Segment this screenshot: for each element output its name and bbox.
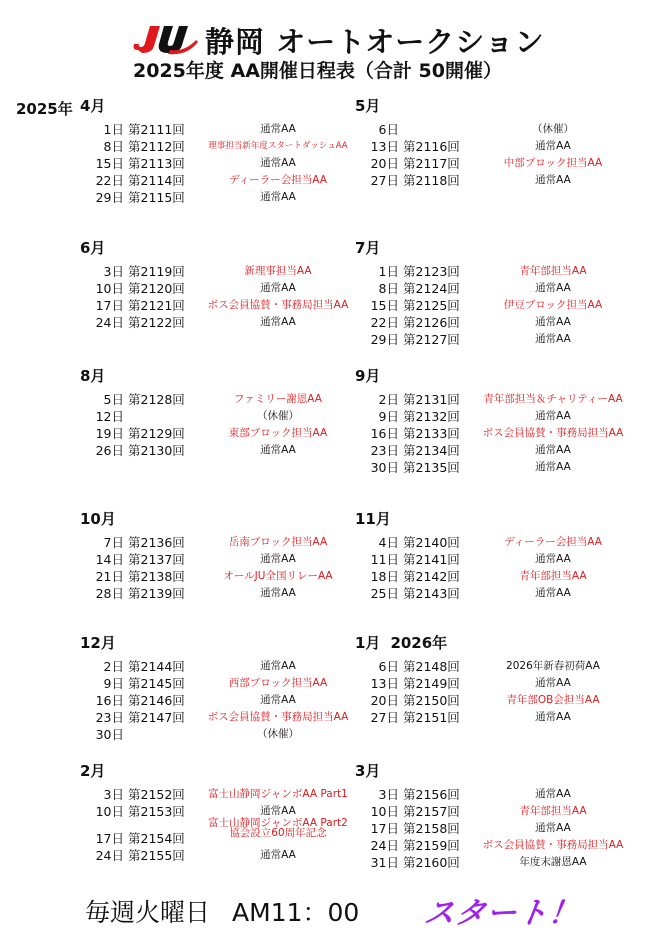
event-note: 通常AA <box>535 410 571 422</box>
schedule-row <box>80 263 380 280</box>
session-number: 第2128回 <box>128 392 185 407</box>
session-number: 第2134回 <box>403 443 460 458</box>
session-number: 第2119回 <box>128 264 185 279</box>
event-note: 岳南ブロック担当AA <box>228 536 328 548</box>
date: 29日 <box>95 190 124 205</box>
event-note: 通常AA <box>260 660 296 672</box>
schedule-row <box>80 172 380 189</box>
schedule-row <box>80 675 380 692</box>
date: 28日 <box>95 586 124 601</box>
schedule-title: 2025年度 AA開催日程表（合計 50開催） <box>133 60 502 82</box>
schedule-row <box>355 786 651 803</box>
date: 15日 <box>95 156 124 171</box>
schedule-row <box>355 675 651 692</box>
schedule-row <box>80 551 380 568</box>
date: 27日 <box>370 710 399 725</box>
session-number: 第2115回 <box>128 190 185 205</box>
schedule-row <box>355 314 651 331</box>
month-title <box>355 760 651 782</box>
company-name: 静岡 オートオークション <box>205 25 545 59</box>
month-block <box>80 237 380 331</box>
session-number: 第2137回 <box>128 552 185 567</box>
month-title <box>80 95 380 117</box>
session-number: 第2135回 <box>403 460 460 475</box>
session-number: 第2138回 <box>128 569 185 584</box>
session-number: 第2123回 <box>403 264 460 279</box>
event-note: ファミリー謝恩AA <box>234 393 322 405</box>
event-note: 年度末謝恩AA <box>519 856 587 868</box>
event-note: ボス会員協賛・事務局担当AA <box>207 299 349 311</box>
event-note: ボス会員協賛・事務局担当AA <box>482 427 624 439</box>
session-number: 第2139回 <box>128 586 185 601</box>
schedule-row <box>80 314 380 331</box>
session-number: 第2143回 <box>403 586 460 601</box>
date: 17日 <box>95 831 124 846</box>
header <box>0 10 651 80</box>
session-number: 第2156回 <box>403 787 460 802</box>
event-note: 通常AA <box>535 587 571 599</box>
schedule-row <box>355 551 651 568</box>
session-number: 第2145回 <box>128 676 185 691</box>
schedule-row <box>80 709 380 726</box>
month-title <box>355 95 651 117</box>
event-note-line2: 協会設立60周年記念 <box>229 827 327 839</box>
event-note: （休催） <box>532 123 574 135</box>
session-number: 第2140回 <box>403 535 460 550</box>
month-block <box>80 632 380 743</box>
schedule-row <box>355 692 651 709</box>
month-label: 3月 <box>355 762 381 780</box>
event-note: 伊豆ブロック担当AA <box>503 299 603 311</box>
schedule-row <box>80 847 380 864</box>
event-note: 通常AA <box>260 805 296 817</box>
month-block <box>355 95 651 189</box>
schedule-row <box>355 534 651 551</box>
schedule-row <box>355 331 651 348</box>
session-number: 第2111回 <box>128 122 185 137</box>
month-title <box>80 365 380 387</box>
date: 8日 <box>378 281 399 296</box>
schedule-row <box>355 121 651 138</box>
event-note: 東部ブロック担当AA <box>228 427 328 439</box>
date: 31日 <box>370 855 399 870</box>
schedule-row <box>80 280 380 297</box>
session-number: 第2127回 <box>403 332 460 347</box>
schedule-row <box>355 263 651 280</box>
schedule-row <box>80 121 380 138</box>
event-note: 通常AA <box>260 191 296 203</box>
schedule-row <box>80 692 380 709</box>
session-number: 第2129回 <box>128 426 185 441</box>
date: 15日 <box>370 298 399 313</box>
date: 3日 <box>378 787 399 802</box>
date: 16日 <box>370 426 399 441</box>
footer-schedule <box>85 893 359 929</box>
event-note: 通常AA <box>535 711 571 723</box>
session-number: 第2148回 <box>403 659 460 674</box>
schedule-row <box>355 585 651 602</box>
date: 8日 <box>103 139 124 154</box>
event-note: 通常AA <box>260 157 296 169</box>
session-number: 第2154回 <box>128 831 185 846</box>
date: 2日 <box>378 392 399 407</box>
month-block <box>355 508 651 602</box>
schedule-row <box>80 155 380 172</box>
date: 22日 <box>370 315 399 330</box>
year-label: 2025年 <box>16 100 73 118</box>
date: 17日 <box>370 821 399 836</box>
month-block <box>355 760 651 871</box>
event-note: 青年部担当AA <box>519 805 587 817</box>
month-label: 1月 <box>355 634 381 652</box>
event-note: 通常AA <box>535 461 571 473</box>
event-note: 通常AA <box>260 587 296 599</box>
event-note: ボス会員協賛・事務局担当AA <box>207 711 349 723</box>
session-number: 第2124回 <box>403 281 460 296</box>
event-note: 青年部担当AA <box>519 265 587 277</box>
month-block <box>80 760 380 864</box>
month-label: 12月 <box>80 634 116 652</box>
session-number: 第2142回 <box>403 569 460 584</box>
date: 20日 <box>370 156 399 171</box>
month-label: 9月 <box>355 367 381 385</box>
event-note: 通常AA <box>535 174 571 186</box>
month-block <box>80 508 380 602</box>
session-number: 第2117回 <box>403 156 460 171</box>
date: 2日 <box>103 659 124 674</box>
schedule-row <box>80 658 380 675</box>
schedule-row <box>80 568 380 585</box>
schedule-row <box>355 803 651 820</box>
session-number: 第2116回 <box>403 139 460 154</box>
month-title <box>80 237 380 259</box>
schedule-row <box>80 817 380 847</box>
event-note: 通常AA <box>260 444 296 456</box>
session-number: 第2159回 <box>403 838 460 853</box>
start-time: AM11：00 <box>232 898 360 927</box>
schedule-row <box>355 658 651 675</box>
date: 13日 <box>370 139 399 154</box>
schedule-row <box>80 408 380 425</box>
date: 6日 <box>378 122 399 137</box>
date: 14日 <box>95 552 124 567</box>
schedule-row <box>355 155 651 172</box>
schedule-row <box>355 709 651 726</box>
date: 30日 <box>95 727 124 742</box>
start-label: スタート！ <box>422 896 582 931</box>
event-note: 2026年新春初荷AA <box>506 660 600 672</box>
session-number: 第2157回 <box>403 804 460 819</box>
month-label: 4月 <box>80 97 106 115</box>
schedule-row <box>355 391 651 408</box>
event-note: 青年部担当＆チャリティーAA <box>483 393 623 405</box>
month-label: 6月 <box>80 239 106 257</box>
event-note: 通常AA <box>535 822 571 834</box>
schedule-row <box>355 820 651 837</box>
date: 1日 <box>378 264 399 279</box>
session-number: 第2118回 <box>403 173 460 188</box>
session-number: 第2133回 <box>403 426 460 441</box>
date: 10日 <box>95 281 124 296</box>
month-title <box>355 508 651 530</box>
schedule-row <box>80 786 380 803</box>
schedule-row <box>80 189 380 206</box>
event-note: 通常AA <box>535 140 571 152</box>
session-number: 第2155回 <box>128 848 185 863</box>
schedule-row <box>355 568 651 585</box>
ju-logo <box>130 22 200 56</box>
event-note: 通常AA <box>535 677 571 689</box>
date: 9日 <box>378 409 399 424</box>
event-note: 通常AA <box>535 444 571 456</box>
month-title <box>80 632 380 654</box>
date: 24日 <box>95 848 124 863</box>
date: 23日 <box>95 710 124 725</box>
event-note: （休催） <box>257 728 299 740</box>
month-title <box>355 237 651 259</box>
event-note: 通常AA <box>260 123 296 135</box>
month-title <box>355 365 651 387</box>
year-label-2026: 2026年 <box>390 634 448 652</box>
event-note: 理事担当新年度スタートダッシュAA <box>208 141 348 151</box>
session-number: 第2150回 <box>403 693 460 708</box>
schedule-row <box>355 425 651 442</box>
schedule-row <box>355 138 651 155</box>
date: 3日 <box>103 264 124 279</box>
session-number: 第2153回 <box>128 804 185 819</box>
schedule-row <box>80 391 380 408</box>
date: 18日 <box>370 569 399 584</box>
session-number: 第2146回 <box>128 693 185 708</box>
schedule-row <box>355 837 651 854</box>
event-note: オールJU全国リレーAA <box>223 570 333 582</box>
date: 7日 <box>103 535 124 550</box>
date: 11日 <box>370 552 399 567</box>
event-note: 通常AA <box>535 282 571 294</box>
session-number: 第2120回 <box>128 281 185 296</box>
schedule-row <box>355 172 651 189</box>
month-label: 7月 <box>355 239 381 257</box>
date: 29日 <box>370 332 399 347</box>
date: 20日 <box>370 693 399 708</box>
event-note: 通常AA <box>260 553 296 565</box>
session-number: 第2141回 <box>403 552 460 567</box>
month-label: 11月 <box>355 510 391 528</box>
date: 10日 <box>370 804 399 819</box>
month-block <box>355 365 651 476</box>
event-note: 中部ブロック担当AA <box>503 157 603 169</box>
schedule-row <box>355 459 651 476</box>
event-note: 西部ブロック担当AA <box>228 677 328 689</box>
schedule-row <box>80 138 380 155</box>
event-note: 通常AA <box>260 694 296 706</box>
schedule-row <box>355 280 651 297</box>
session-number: 第2147回 <box>128 710 185 725</box>
session-number: 第2126回 <box>403 315 460 330</box>
session-number: 第2131回 <box>403 392 460 407</box>
event-note: 富士山静岡ジャンボAA Part1 <box>208 788 348 800</box>
month-block <box>80 365 380 459</box>
session-number: 第2130回 <box>128 443 185 458</box>
date: 19日 <box>95 426 124 441</box>
session-number: 第2121回 <box>128 298 185 313</box>
month-title <box>355 632 651 654</box>
date: 6日 <box>378 659 399 674</box>
session-number: 第2158回 <box>403 821 460 836</box>
event-note: 通常AA <box>535 553 571 565</box>
month-title <box>80 508 380 530</box>
schedule-row <box>355 442 651 459</box>
month-label: 10月 <box>80 510 116 528</box>
date: 24日 <box>370 838 399 853</box>
session-number: 第2149回 <box>403 676 460 691</box>
month-block <box>355 237 651 348</box>
month-label: 5月 <box>355 97 381 115</box>
schedule-row <box>80 726 380 743</box>
session-number: 第2112回 <box>128 139 185 154</box>
event-note: ディーラー会担当AA <box>229 174 327 186</box>
date: 25日 <box>370 586 399 601</box>
event-note: ボス会員協賛・事務局担当AA <box>482 839 624 851</box>
event-note: 青年部担当AA <box>519 570 587 582</box>
event-note: 青年部OB会担当AA <box>506 694 600 706</box>
date: 27日 <box>370 173 399 188</box>
session-number: 第2144回 <box>128 659 185 674</box>
session-number: 第2160回 <box>403 855 460 870</box>
schedule-row <box>355 854 651 871</box>
session-number: 第2132回 <box>403 409 460 424</box>
session-number: 第2114回 <box>128 173 185 188</box>
event-note: ディーラー会担当AA <box>504 536 602 548</box>
date: 22日 <box>95 173 124 188</box>
date: 1日 <box>103 122 124 137</box>
month-block <box>80 95 380 206</box>
schedule-row <box>355 408 651 425</box>
schedule-row <box>80 585 380 602</box>
session-number: 第2152回 <box>128 787 185 802</box>
event-note-line1: 富士山静岡ジャンボAA Part2 <box>208 817 348 829</box>
session-number: 第2125回 <box>403 298 460 313</box>
month-label: 2月 <box>80 762 106 780</box>
session-number: 第2113回 <box>128 156 185 171</box>
session-number: 第2122回 <box>128 315 185 330</box>
schedule-row <box>80 442 380 459</box>
date: 26日 <box>95 443 124 458</box>
schedule-row <box>355 297 651 314</box>
date: 30日 <box>370 460 399 475</box>
event-note: 通常AA <box>535 333 571 345</box>
event-note <box>188 818 368 838</box>
event-note: 通常AA <box>260 282 296 294</box>
month-label: 8月 <box>80 367 106 385</box>
session-number: 第2136回 <box>128 535 185 550</box>
event-note: 通常AA <box>535 788 571 800</box>
schedule-row <box>80 425 380 442</box>
date: 10日 <box>95 804 124 819</box>
date: 12日 <box>95 409 124 424</box>
event-note: 通常AA <box>535 316 571 328</box>
schedule-row <box>80 297 380 314</box>
session-number: 第2151回 <box>403 710 460 725</box>
date: 23日 <box>370 443 399 458</box>
event-note: （休催） <box>257 410 299 422</box>
schedule-row <box>80 534 380 551</box>
month-block <box>355 632 651 726</box>
date: 17日 <box>95 298 124 313</box>
date: 3日 <box>103 787 124 802</box>
event-note: 通常AA <box>260 849 296 861</box>
date: 5日 <box>103 392 124 407</box>
date: 13日 <box>370 676 399 691</box>
date: 4日 <box>378 535 399 550</box>
date: 16日 <box>95 693 124 708</box>
date: 21日 <box>95 569 124 584</box>
weekday-text: 毎週火曜日 <box>85 898 211 927</box>
date: 9日 <box>103 676 124 691</box>
event-note: 新理事担当AA <box>244 265 312 277</box>
event-note: 通常AA <box>260 316 296 328</box>
month-title <box>80 760 380 782</box>
date: 24日 <box>95 315 124 330</box>
